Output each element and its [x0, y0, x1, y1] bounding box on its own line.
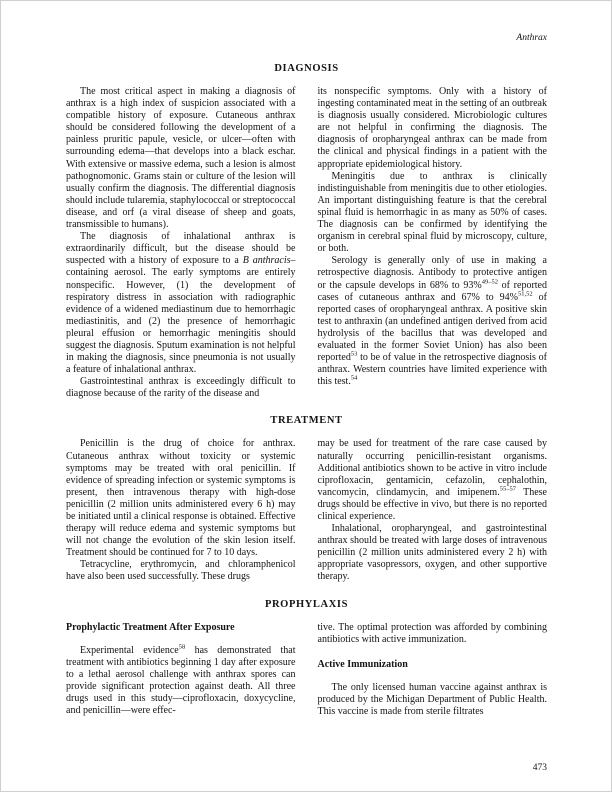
prophylaxis-left-column: [66, 622, 296, 719]
paragraph: Experimental evidence$^{58}$ has demonstrated that treatment with antibiotics beginning 1 day after exposure to a lethal aerosol challenge with anthrax spores can provide significant protection against death. All three drugs used in this study—ciprofloxacin, doxycycline, and penicillin—were effec-: [66, 643, 296, 717]
paragraph: may be used for treatment of the rare case caused by naturally occurring penicillin-resistant organisms. Additional antibiotics shown to be active in vitro include ciprofloxacin, gentamicin, cefazolin, cephalothin, vancomycin, clindamycin, and imipenem.$^{55-57}$ These drugs should be effective in vivo, but there is no reported clinical experience.: [317, 438, 547, 522]
treatment-left-column: [66, 438, 296, 583]
diagnosis-left-column: [66, 86, 296, 400]
prophylaxis-columns: [66, 622, 547, 719]
subheading-active-immunization: Active Immunization: [317, 658, 408, 670]
paragraph: The diagnosis of inhalational anthrax is extraordinarily difficult, but the disease should be suspected with a history of exposure to a B anthracis–containing aerosol. The early symptoms are entirely nonspecific. However, (1) the development of respiratory distress in association with radiographic evidence of a widened mediastinum due to hemorrhagic mediastinitis, and (2) the presence of hemorrhagic pleural effusion or hemorrhagic meningitis should suggest the diagnosis. Sputum examination is not helpful in making the diagnosis, since pneumonia is not usually a feature of inhalational anthrax.: [66, 231, 296, 376]
section-heading-prophylaxis: PROPHYLAXIS: [264, 598, 349, 610]
paragraph: Serology is generally only of use in making a retrospective diagnosis. Antibody to protective antigen or the capsule develops in 68% to 93%$^{49-52}$ of reported cases of cutaneous anthrax and 67% to 94%$^{51,52}$ of reported cases of oropharyngeal anthrax. A positive skin test to anthraxin (an undefined antigen derived from acid hydrolysis of the bacillus that was developed and evaluated in the former Soviet Union) has also been reported$^{53}$ to be of value in the retrospective diagnosis of anthrax. Western countries have limited experience with this test.$^{54}$: [317, 255, 547, 388]
paragraph: Inhalational, oropharyngeal, and gastrointestinal anthrax should be treated with large doses of intravenous penicillin (2 million units administered every 2 h) with appropriate vasopressors, oxygen, and other supportive therapy.: [317, 523, 547, 583]
prophylaxis-right-column: [318, 622, 548, 719]
paragraph: Gastrointestinal anthrax is exceedingly difficult to diagnose because of the rarity of the disease and: [66, 376, 296, 400]
paragraph: The most critical aspect in making a diagnosis of anthrax is a high index of suspicion associated with a compatible history of exposure. Cutaneous anthrax should be considered following the development of a painless pruritic papule, vesicle, or ulcer—often with surrounding edema—that develops into a black eschar. With extensive or massive edema, such a lesion is almost pathognomonic. Grams stain or culture of the lesion will usually confirm the diagnosis. The differential diagnosis should include tularemia, staphylococcal or streptococcal disease, and orf (a viral disease of sheep and goats, transmissible to humans).: [66, 86, 296, 231]
paragraph: The only licensed human vaccine against anthrax is produced by the Michigan Department of Public Health. This vaccine is made from sterile filtrates: [317, 681, 547, 718]
treatment-right-column: [318, 438, 548, 583]
diagnosis-columns: [66, 86, 547, 400]
subheading-prophylactic-treatment: Prophylactic Treatment After Exposure: [66, 621, 235, 633]
paragraph: tive. The optimal protection was afforded by combining antibiotics with active immunization.: [317, 621, 547, 645]
paragraph: Meningitis due to anthrax is clinically indistinguishable from meningitis due to other etiologies. An important distinguishing feature is that the cerebral spinal fluid is hemorrhagic in as many as 50% of cases. The diagnosis can be confirmed by identifying the organism in cerebral spinal fluid by microscopy, culture, or both.: [317, 170, 547, 255]
treatment-columns: [66, 438, 547, 583]
running-head: Anthrax: [516, 33, 547, 43]
diagnosis-right-column: [318, 86, 548, 400]
paragraph: Penicillin is the drug of choice for anthrax. Cutaneous anthrax without toxicity or systemic symptoms may be treated with oral penicillin. If evidence of spreading infection or systemic symptoms is present, then intravenous therapy with high-dose penicillin (2 million units administered every 6 h) may be initiated until a clinical response is obtained. Effective therapy will reduce edema and systemic symptoms but will not change the evolution of the skin lesion itself. Treatment should be continued for 7 to 10 days.: [66, 438, 296, 559]
page-number: 473: [532, 763, 547, 773]
paragraph: its nonspecific symptoms. Only with a history of ingesting contaminated meat in the setting of an outbreak is diagnosis usually considered. Microbiologic cultures are not helpful in confirming the diagnosis. The diagnosis of oropharyngeal anthrax can be made from the clinical and physical findings in a patient with the appropriate epidemiological history.: [317, 86, 547, 170]
page-body: [1, 1, 611, 718]
section-heading-treatment: TREATMENT: [270, 415, 343, 427]
section-heading-diagnosis: DIAGNOSIS: [274, 63, 339, 74]
paragraph: Tetracycline, erythromycin, and chloramphenicol have also been used successfully. These drugs: [66, 559, 296, 583]
